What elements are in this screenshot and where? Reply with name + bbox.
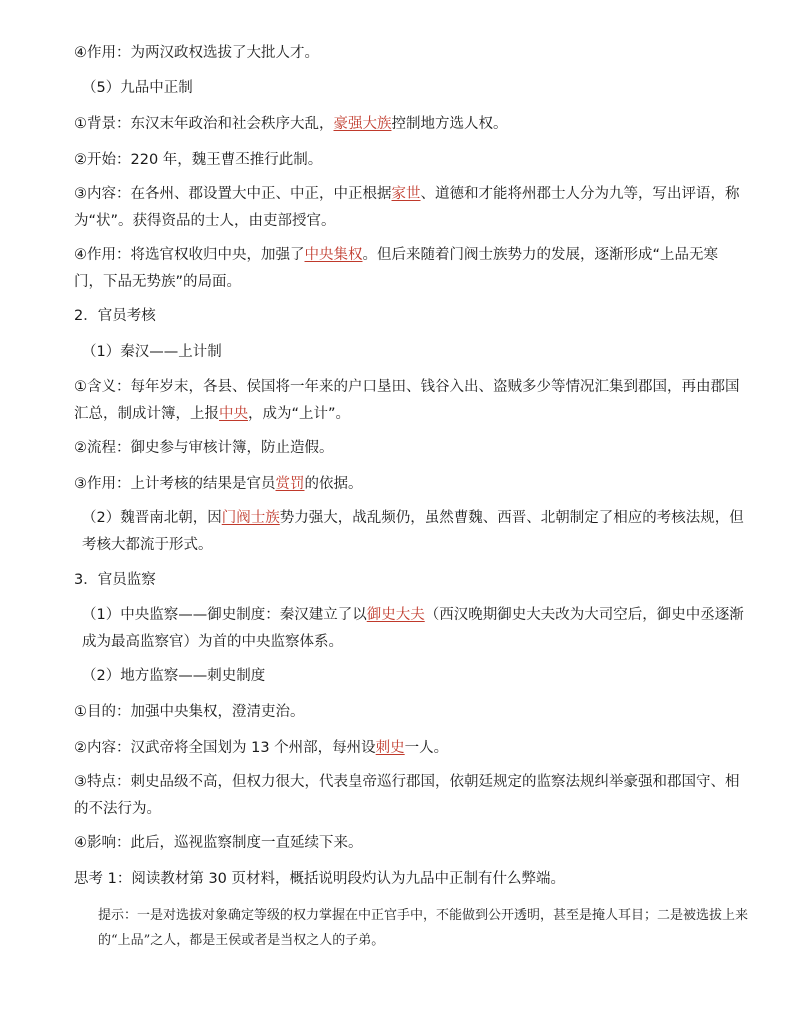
text: 。但后来随着门阀士族势力的发展，逐渐形成“上品无寒门，下品无势族”的局面。 — [74, 247, 719, 290]
keyword-zhongyang: 中央 — [219, 406, 248, 422]
heading-official-assessment: 2．官员考核 — [74, 308, 156, 324]
heading-shangji-system: （1）秦汉——上计制 — [82, 344, 222, 360]
paragraph-meaning — [74, 374, 746, 428]
keyword-haoqiang: 豪强大族 — [333, 116, 392, 132]
text: （西汉晚期御史大夫改为大司空后，御史中丞逐渐成为最高监察官）为首的中央监察体系。 — [82, 607, 744, 650]
keyword-yushidafu: 御史大夫 — [366, 607, 425, 623]
text: ②内容：汉武帝将全国划为 13 个州部，每州设 — [74, 740, 376, 756]
paragraph-function — [74, 471, 746, 497]
paragraph-features: ③特点：刺史品级不高，但权力很大，代表皇帝巡行郡国，依朝廷规定的监察法规纠举豪强和郡国守、相的不法行为。 — [74, 774, 740, 817]
paragraph-background — [74, 111, 746, 137]
text: （2）魏晋南北朝，因 — [82, 510, 222, 526]
keyword-cishi: 刺史 — [375, 740, 405, 756]
paragraph-central-supervision — [82, 602, 746, 656]
paragraph-content — [74, 181, 746, 235]
paragraph-start: ②开始：220 年，魏王曹丕推行此制。 — [74, 152, 323, 168]
paragraph-process: ②流程：御史参与审核计簿，防止造假。 — [74, 440, 334, 456]
keyword-zhongyangjiquan: 中央集权 — [304, 247, 363, 263]
text: ①含义：每年岁末，各县、侯国将一年来的户口垦田、钱谷入出、盗贼多少等情况汇集到郡国，再由郡国汇总，制成计簿，上报 — [74, 379, 740, 422]
text: 控制地方选人权。 — [391, 116, 508, 132]
text: 一人。 — [404, 740, 449, 756]
text: （1）中央监察——御史制度：秦汉建立了以 — [82, 607, 367, 623]
text: ③内容：在各州、郡设置大中正、中正，中正根据 — [74, 186, 392, 202]
paragraph-influence: ④影响：此后，巡视监察制度一直延续下来。 — [74, 835, 363, 851]
text: ④作用：将选官权收归中央，加强了 — [74, 247, 305, 263]
hint-answer: 提示：一是对选拔对象确定等级的权力掌握在中正官手中，不能做到公开透明，甚至是掩人耳目；二是被选拔上来的“上品”之人，都是王侯或者是当权之人的子弟。 — [98, 908, 749, 948]
paragraph-purpose: ①目的：加强中央集权，澄清吏治。 — [74, 704, 305, 720]
text: ③作用：上计考核的结果是官员 — [74, 476, 276, 492]
heading-official-supervision: 3．官员监察 — [74, 572, 156, 588]
keyword-shangfa: 赏罚 — [275, 476, 305, 492]
keyword-menfashizu: 门阀士族 — [221, 510, 280, 526]
paragraph-weijin — [82, 505, 746, 559]
text: 的依据。 — [304, 476, 363, 492]
text: ①背景：东汉末年政治和社会秩序大乱， — [74, 116, 334, 132]
paragraph-effect — [74, 242, 746, 296]
keyword-jiashi: 家世 — [391, 186, 421, 202]
paragraph-local-content — [74, 735, 746, 761]
question-thinking-1: 思考 1：阅读教材第 30 页材料，概括说明段灼认为九品中正制有什么弊端。 — [74, 871, 566, 887]
text: 、道德和才能将州郡士人分为九等，写出评语，称为“状”。获得资品的士人，由吏部授官。 — [74, 186, 740, 229]
heading-local-supervision: （2）地方监察——刺史制度 — [82, 668, 266, 684]
heading-jiupin-system: （5）九品中正制 — [82, 80, 193, 96]
text: ，成为“上计”。 — [248, 406, 351, 422]
text: 势力强大，战乱频仍，虽然曹魏、西晋、北朝制定了相应的考核法规，但考核大都流于形式。 — [82, 510, 744, 553]
paragraph-role-of-selection: ④作用：为两汉政权选拔了大批人才。 — [74, 45, 319, 61]
